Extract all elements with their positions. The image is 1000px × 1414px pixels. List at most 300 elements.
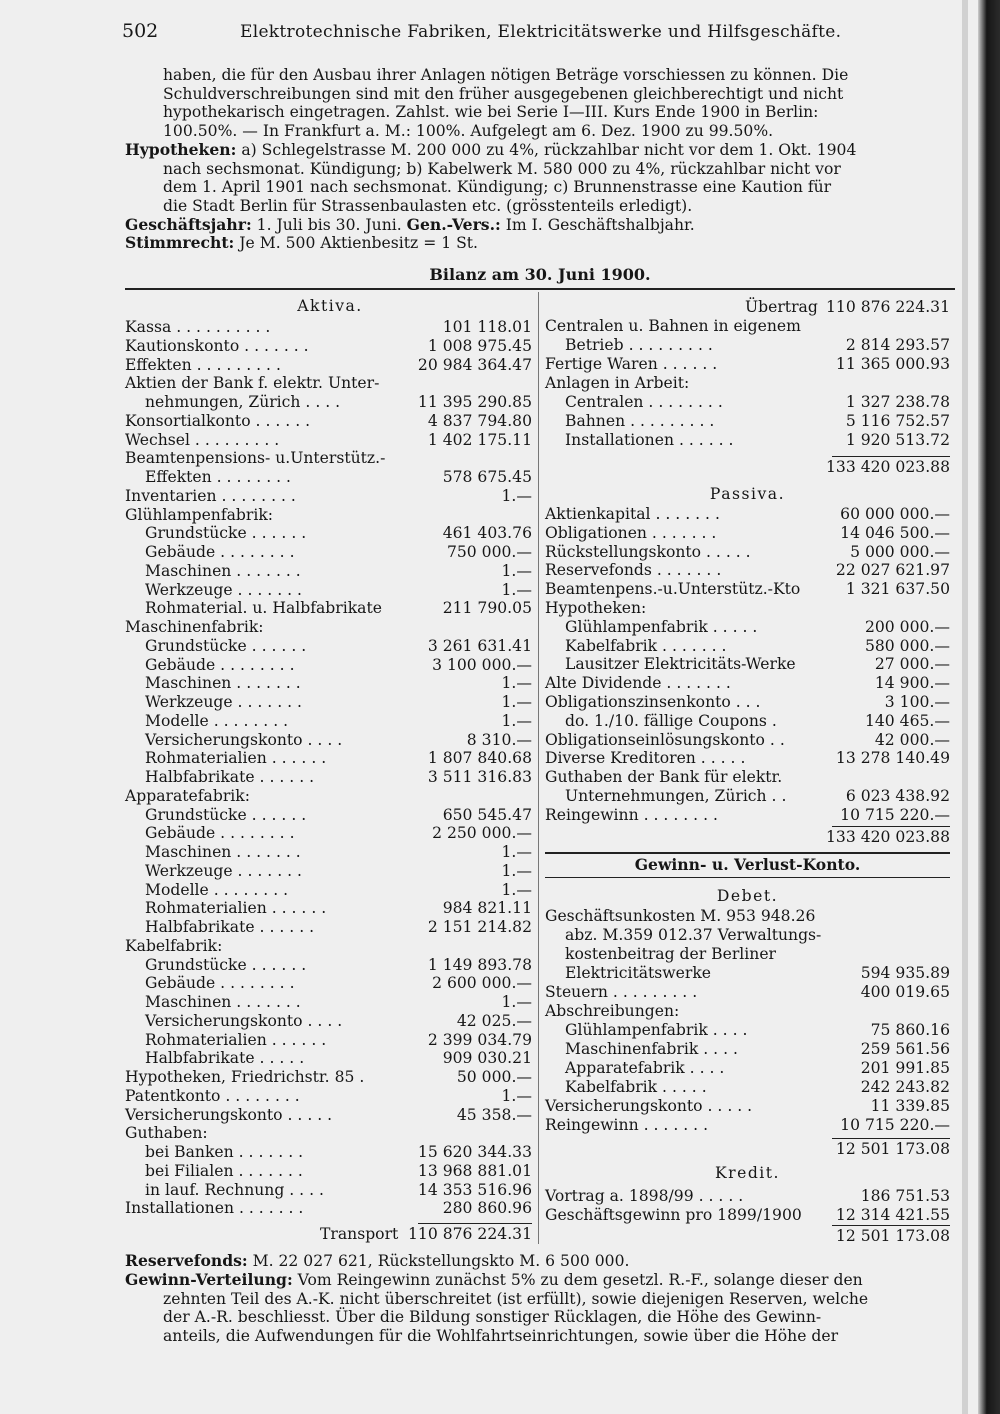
row-label: Grundstücke . . . . . . xyxy=(145,524,307,543)
reservefonds-line xyxy=(125,1252,955,1271)
row-label: Obligationen . . . . . . . xyxy=(545,523,717,542)
row-label: Beamtenpensions- u.Unterstütz.- xyxy=(125,449,386,468)
transport-row xyxy=(125,1225,532,1244)
stimmrecht-label: Stimmrecht: xyxy=(125,233,235,253)
table-row xyxy=(125,749,532,768)
row-label: Apparatefabrik: xyxy=(125,786,250,805)
row-value: 11 339.85 xyxy=(870,1097,950,1115)
verteilung-text: Vom Reingewinn zunächst 5% zu dem gesetzl. R.-F., solange dieser den xyxy=(292,1270,863,1289)
row-value: 5 000 000.— xyxy=(850,542,950,561)
reservefonds-label: Reservefonds: xyxy=(125,1251,248,1270)
table-row xyxy=(545,618,950,637)
verteilung-line xyxy=(125,1271,955,1290)
table-row xyxy=(545,1116,950,1135)
row-value: 1 402 175.11 xyxy=(427,430,532,449)
row-value: 1.— xyxy=(501,843,532,861)
table-row xyxy=(125,393,532,412)
row-label: Centralen u. Bahnen in eigenem xyxy=(545,317,801,335)
row-label: Fertige Waren . . . . . . xyxy=(545,355,718,373)
row-value: 4 837 794.80 xyxy=(427,411,532,430)
table-row xyxy=(545,655,950,674)
row-value: 11 365 000.93 xyxy=(835,355,950,373)
transport-label: Transport xyxy=(320,1225,399,1243)
intro-line: Schuldverschreibungen sind mit den früher ausgegebenen gleichberechtigt und nicht xyxy=(163,84,844,103)
table-row xyxy=(545,374,950,393)
hypotheken-label: Hypotheken: xyxy=(125,139,237,159)
table-row xyxy=(125,1031,532,1050)
row-value: 10 715 220.— xyxy=(840,1116,950,1134)
table-row xyxy=(125,356,532,375)
row-label: Elektricitätswerke xyxy=(565,964,712,982)
row-label: Patentkonto . . . . . . . . xyxy=(125,1086,300,1105)
row-label: Bahnen . . . . . . . . . xyxy=(565,412,715,430)
table-row xyxy=(545,787,950,806)
row-value: 14 900.— xyxy=(874,674,950,693)
bilanz-title: Bilanz am 30. Juni 1900. xyxy=(429,265,651,284)
row-label: Steuern . . . . . . . . . xyxy=(545,983,698,1001)
row-value: 1.— xyxy=(501,580,532,599)
row-value: 1 008 975.45 xyxy=(427,336,532,355)
row-label: Aktien der Bank f. elektr. Unter- xyxy=(125,374,380,393)
row-label: Halbfabrikate . . . . . xyxy=(145,1049,305,1068)
row-label: Versicherungskonto . . . . . xyxy=(545,1097,753,1115)
table-row xyxy=(125,412,532,431)
row-label: Gebäude . . . . . . . . xyxy=(145,824,295,843)
table-row xyxy=(545,1040,950,1059)
row-value: 1.— xyxy=(501,1086,532,1105)
row-label: Maschinenfabrik . . . . xyxy=(565,1040,738,1058)
row-value: 2 600 000.— xyxy=(432,974,532,993)
row-label: Reservefonds . . . . . . . xyxy=(545,561,722,580)
row-value: 201 991.85 xyxy=(860,1059,950,1077)
row-value: 10 715 220.— xyxy=(840,805,950,824)
table-row xyxy=(125,449,532,468)
table-row xyxy=(545,298,950,317)
row-label: Kassa . . . . . . . . . . xyxy=(125,318,271,336)
row-value: 101 118.01 xyxy=(442,318,532,336)
row-label: Effekten . . . . . . . . . xyxy=(125,355,281,374)
table-row xyxy=(125,1068,532,1087)
guv-rule xyxy=(545,852,950,854)
geschaeftsjahr-line xyxy=(125,216,955,235)
intro-paragraph xyxy=(125,66,955,253)
row-label: Inventarien . . . . . . . . xyxy=(125,486,296,505)
row-label: Wechsel . . . . . . . . . xyxy=(125,430,280,449)
running-title: Elektrotechnische Fabriken, Elektricitätswerke und Hilfsgeschäfte. xyxy=(240,22,842,42)
table-row xyxy=(125,899,532,918)
row-label: Beamtenpens.-u.Unterstütz.-Kto xyxy=(545,580,801,599)
row-label: Versicherungskonto . . . . xyxy=(145,730,343,749)
row-value: 1.— xyxy=(501,693,532,711)
row-value: 50 000.— xyxy=(456,1068,532,1086)
table-row xyxy=(545,1059,950,1078)
row-value: 1 327 238.78 xyxy=(845,393,950,411)
table-row xyxy=(125,806,532,825)
table-row xyxy=(545,336,950,355)
row-label: Kabelfabrik . . . . . . . xyxy=(565,636,727,655)
row-label: bei Filialen . . . . . . . xyxy=(145,1161,303,1180)
row-value: 1.— xyxy=(501,674,532,693)
row-value: 1 920 513.72 xyxy=(845,431,950,449)
row-value: 186 751.53 xyxy=(860,1187,950,1205)
table-row xyxy=(125,656,532,675)
row-label: Installationen . . . . . . xyxy=(565,431,734,449)
row-label: Übertrag xyxy=(745,298,818,316)
kredit-heading: Kredit. xyxy=(714,1164,781,1182)
table-row xyxy=(125,1181,532,1200)
row-label: Guthaben: xyxy=(125,1124,208,1143)
row-label: Centralen . . . . . . . . xyxy=(565,393,723,411)
table-row xyxy=(545,907,950,926)
row-label: Glühlampenfabrik: xyxy=(125,505,274,524)
table-row xyxy=(545,1187,950,1206)
debet-total-line xyxy=(832,1138,950,1139)
table-row xyxy=(125,881,532,900)
row-label: Kabelfabrik . . . . . xyxy=(565,1078,707,1096)
debet-total: 12 501 173.08 xyxy=(835,1140,950,1158)
row-label: Obligationszinsenkonto . . . xyxy=(545,693,761,711)
table-row xyxy=(545,505,950,524)
row-value: 280 860.96 xyxy=(442,1199,532,1218)
row-label: abz. M.359 012.37 Verwaltungs- xyxy=(565,926,822,944)
row-value: 6 023 438.92 xyxy=(845,787,950,805)
table-row xyxy=(125,693,532,712)
table-row xyxy=(545,543,950,562)
row-value: 1 149 893.78 xyxy=(427,955,532,974)
hypotheken-line: nach sechsmonat. Kündigung; b) Kabelwerk M. 580 000 zu 4%, rückzahlbar nicht vor xyxy=(163,159,841,178)
row-label: Installationen . . . . . . . xyxy=(125,1199,304,1218)
row-value: 5 116 752.57 xyxy=(845,412,950,430)
table-row xyxy=(545,599,950,618)
genvers-label: Gen.-Vers.: xyxy=(406,214,501,234)
debet-heading: Debet. xyxy=(716,887,779,905)
transport-value: 110 876 224.31 xyxy=(407,1225,532,1243)
aktiva-sum-line xyxy=(418,1223,532,1224)
table-row xyxy=(545,1206,950,1225)
row-label: Grundstücke . . . . . . xyxy=(145,955,307,974)
kredit-total-row xyxy=(545,1227,950,1246)
row-label: Kautionskonto . . . . . . . xyxy=(125,336,309,355)
row-label: Vortrag a. 1898/99 . . . . . xyxy=(545,1187,744,1205)
table-row xyxy=(545,580,950,599)
table-row xyxy=(125,937,532,956)
row-value: 984 821.11 xyxy=(442,899,532,918)
row-value: 1.— xyxy=(501,561,532,580)
row-label: Halbfabrikate . . . . . . xyxy=(145,768,315,786)
table-row xyxy=(125,637,532,656)
table-row xyxy=(125,431,532,450)
table-row xyxy=(125,581,532,600)
row-value: 140 465.— xyxy=(864,711,950,730)
row-label: Rohmaterialien . . . . . . xyxy=(145,749,327,768)
kredit-total-line xyxy=(832,1225,950,1226)
table-row xyxy=(545,393,950,412)
row-label: Werkzeuge . . . . . . . xyxy=(145,693,302,711)
table-row xyxy=(545,524,950,543)
row-label: Betrieb . . . . . . . . . xyxy=(565,336,713,354)
row-label: Glühlampenfabrik . . . . xyxy=(565,1021,748,1039)
row-label: Guthaben der Bank für elektr. xyxy=(545,768,783,787)
table-row xyxy=(545,431,950,450)
row-label: Aktienkapital . . . . . . . xyxy=(545,505,720,523)
row-label: Kabelfabrik: xyxy=(125,936,223,955)
row-label: Werkzeuge . . . . . . . xyxy=(145,580,302,599)
table-row xyxy=(545,693,950,712)
row-value: 909 030.21 xyxy=(442,1049,532,1068)
row-label: kostenbeitrag der Berliner xyxy=(565,945,776,963)
table-row xyxy=(545,749,950,768)
guv-title-rule xyxy=(545,877,950,878)
table-row xyxy=(125,731,532,750)
table-row xyxy=(545,1078,950,1097)
row-value: 11 395 290.85 xyxy=(417,393,532,411)
row-label: Versicherungskonto . . . . . xyxy=(125,1105,333,1124)
intro-line: hypothekarisch eingetragen. Zahlst. wie bei Serie I—III. Kurs Ende 1900 in Berlin: xyxy=(163,103,819,122)
table-row xyxy=(125,1087,532,1106)
row-label: Modelle . . . . . . . . xyxy=(145,880,289,899)
row-label: Grundstücke . . . . . . xyxy=(145,805,307,824)
table-row xyxy=(125,562,532,581)
table-row xyxy=(125,506,532,525)
row-value: 200 000.— xyxy=(864,617,950,636)
table-row xyxy=(125,1012,532,1031)
table-row xyxy=(545,355,950,374)
row-label: Modelle . . . . . . . . xyxy=(145,711,289,730)
row-label: Abschreibungen: xyxy=(545,1002,680,1020)
passiva-total: 133 420 023.88 xyxy=(825,828,950,846)
row-value: 60 000 000.— xyxy=(840,505,950,523)
table-row xyxy=(125,674,532,693)
row-value: 1.— xyxy=(501,711,532,730)
hypotheken-line: die Stadt Berlin für Strassenbaulasten etc. (grösstenteils erledigt). xyxy=(163,196,693,215)
row-value: 242 243.82 xyxy=(860,1078,950,1096)
page-shadow xyxy=(962,0,968,1414)
row-value: 3 100 000.— xyxy=(432,655,532,674)
row-value: 400 019.65 xyxy=(860,983,950,1001)
row-label: Rohmaterial. u. Halbfabrikate xyxy=(145,599,382,618)
row-value: 12 314 421.55 xyxy=(835,1206,950,1224)
table-row xyxy=(125,599,532,618)
row-label: Diverse Kreditoren . . . . . xyxy=(545,749,746,768)
page-number: 502 xyxy=(122,20,159,42)
row-value: 110 876 224.31 xyxy=(825,298,950,316)
footer-paragraphs xyxy=(125,1252,955,1346)
table-row xyxy=(545,412,950,431)
row-value: 13 968 881.01 xyxy=(417,1161,532,1180)
passiva-total-row xyxy=(545,828,950,847)
genvers-text: Im I. Geschäftshalbjahr. xyxy=(500,215,695,234)
kredit-total: 12 501 173.08 xyxy=(835,1227,950,1245)
table-row xyxy=(125,618,532,637)
row-value: 3 100.— xyxy=(884,693,950,711)
row-value: 22 027 621.97 xyxy=(835,561,950,580)
row-label: Unternehmungen, Zürich . . xyxy=(565,787,787,805)
table-row xyxy=(545,768,950,787)
row-label: Gebäude . . . . . . . . xyxy=(145,655,295,674)
table-row xyxy=(125,543,532,562)
row-value: 750 000.— xyxy=(446,543,532,561)
table-row xyxy=(545,1021,950,1040)
table-row xyxy=(545,317,950,336)
row-value: 2 250 000.— xyxy=(432,824,532,843)
row-value: 1 807 840.68 xyxy=(427,749,532,768)
row-label: nehmungen, Zürich . . . . xyxy=(145,393,341,411)
row-label: Maschinenfabrik: xyxy=(125,618,264,636)
row-value: 578 675.45 xyxy=(442,468,532,486)
row-value: 1.— xyxy=(501,880,532,899)
table-row xyxy=(545,712,950,731)
row-value: 1.— xyxy=(501,486,532,505)
column-separator xyxy=(538,292,539,1244)
row-label: Werkzeuge . . . . . . . xyxy=(145,861,302,880)
table-row xyxy=(125,487,532,506)
debet-total-row xyxy=(545,1140,950,1159)
table-row xyxy=(125,918,532,937)
row-label: Maschinen . . . . . . . xyxy=(145,674,301,693)
table-row xyxy=(125,1143,532,1162)
row-value: 2 399 034.79 xyxy=(427,1030,532,1049)
row-label: Versicherungskonto . . . . xyxy=(145,1011,343,1030)
table-row xyxy=(545,674,950,693)
row-value: 42 025.— xyxy=(456,1011,532,1030)
table-row xyxy=(125,712,532,731)
table-row xyxy=(125,1162,532,1181)
table-row xyxy=(125,787,532,806)
row-value: 42 000.— xyxy=(874,730,950,749)
hypotheken-paragraph xyxy=(125,141,955,160)
book-binding-edge xyxy=(978,0,1000,1414)
table-row xyxy=(545,561,950,580)
aktiva-total-row xyxy=(545,458,950,477)
stimmrecht-text: Je M. 500 Aktienbesitz = 1 St. xyxy=(234,234,479,253)
row-value: 461 403.76 xyxy=(442,524,532,543)
row-value: 3 261 631.41 xyxy=(427,636,532,655)
row-label: Geschäftsunkosten M. 953 948.26 xyxy=(545,907,816,925)
row-label: Lausitzer Elektricitäts-Werke xyxy=(565,655,796,674)
intro-line: 100.50%. — In Frankfurt a. M.: 100%. Aufgelegt am 6. Dez. 1900 zu 99.50%. xyxy=(163,122,774,141)
guv-title: Gewinn- u. Verlust-Konto. xyxy=(634,855,861,874)
row-label: Halbfabrikate . . . . . . xyxy=(145,918,315,936)
table-row xyxy=(125,468,532,487)
verteilung-label: Gewinn-Verteilung: xyxy=(125,1269,293,1289)
table-row xyxy=(125,1199,532,1218)
geschaeftsjahr-label: Geschäftsjahr: xyxy=(125,214,252,234)
row-label: Alte Dividende . . . . . . . xyxy=(545,674,731,693)
table-row xyxy=(125,374,532,393)
aktiva-heading: Aktiva. xyxy=(297,297,363,315)
table-row xyxy=(545,983,950,1002)
row-label: in lauf. Rechnung . . . . xyxy=(145,1180,324,1199)
table-row xyxy=(125,956,532,975)
row-label: Reingewinn . . . . . . . xyxy=(545,1116,709,1134)
row-label: Konsortialkonto . . . . . . xyxy=(125,411,311,430)
table-row xyxy=(125,862,532,881)
table-row xyxy=(125,1106,532,1125)
row-label: bei Banken . . . . . . . xyxy=(145,1143,304,1161)
table-row xyxy=(545,1002,950,1021)
table-row xyxy=(125,1124,532,1143)
row-label: Obligationseinlösungskonto . . xyxy=(545,730,785,749)
table-row xyxy=(125,974,532,993)
table-row xyxy=(125,337,532,356)
row-value: 594 935.89 xyxy=(860,964,950,982)
row-label: Maschinen . . . . . . . xyxy=(145,843,301,861)
row-label: Apparatefabrik . . . . xyxy=(565,1059,725,1077)
row-value: 13 278 140.49 xyxy=(835,749,950,768)
row-label: Hypotheken, Friedrichstr. 85 . xyxy=(125,1068,365,1086)
row-label: do. 1./10. fällige Coupons . xyxy=(565,711,777,730)
aktiva-total-line xyxy=(832,456,950,457)
table-row xyxy=(545,731,950,750)
row-label: Reingewinn . . . . . . . . xyxy=(545,805,718,824)
intro-line: haben, die für den Ausbau ihrer Anlagen nötigen Beträge vorschiessen zu können. Die xyxy=(163,66,849,84)
row-value: 14 353 516.96 xyxy=(417,1180,532,1199)
table-row xyxy=(125,843,532,862)
table-row xyxy=(125,993,532,1012)
row-label: Anlagen in Arbeit: xyxy=(545,374,690,392)
table-row xyxy=(125,318,532,337)
row-value: 1.— xyxy=(501,993,532,1011)
row-value: 2 151 214.82 xyxy=(427,918,532,936)
table-row xyxy=(125,524,532,543)
table-row xyxy=(125,1049,532,1068)
row-label: Rückstellungskonto . . . . . xyxy=(545,542,751,561)
row-value: 1.— xyxy=(501,861,532,880)
reservefonds-text: M. 22 027 621, Rückstellungskto M. 6 500 000. xyxy=(247,1252,630,1270)
table-row xyxy=(545,1097,950,1116)
verteilung-line: der A.-R. beschliesst. Über die Bildung sonstiger Rücklagen, die Höhe des Gewinn- xyxy=(163,1308,822,1327)
row-value: 3 511 316.83 xyxy=(427,768,532,786)
geschaeftsjahr-text: 1. Juli bis 30. Juni. xyxy=(251,215,407,234)
row-value: 27 000.— xyxy=(874,655,950,674)
row-value: 211 790.05 xyxy=(442,599,532,618)
bilanz-rule xyxy=(125,288,955,290)
passiva-total-line xyxy=(832,826,950,827)
row-value: 14 046 500.— xyxy=(840,523,950,542)
hypotheken-line: a) Schlegelstrasse M. 200 000 zu 4%, rückzahlbar nicht vor dem 1. Okt. 1904 xyxy=(236,140,857,159)
stimmrecht-line xyxy=(125,234,955,253)
row-label: Maschinen . . . . . . . xyxy=(145,993,301,1011)
row-value: 259 561.56 xyxy=(860,1040,950,1058)
running-header xyxy=(122,20,952,46)
row-label: Glühlampenfabrik . . . . . xyxy=(565,617,758,636)
aktiva-total: 133 420 023.88 xyxy=(825,458,950,476)
verteilung-line: zehnten Teil des A.-K. nicht überschreitet (ist erfüllt), sowie diejenigen Reserven, welche xyxy=(163,1289,869,1308)
row-value: 15 620 344.33 xyxy=(417,1143,532,1161)
row-label: Gebäude . . . . . . . . xyxy=(145,543,295,561)
table-row xyxy=(125,768,532,787)
table-row xyxy=(125,824,532,843)
row-label: Rohmaterialien . . . . . . xyxy=(145,899,327,918)
row-value: 650 545.47 xyxy=(442,805,532,824)
table-row xyxy=(545,806,950,825)
verteilung-line: anteils, die Aufwendungen für die Wohlfahrtseinrichtungen, sowie über die Höhe der xyxy=(163,1327,839,1346)
row-value: 1 321 637.50 xyxy=(845,580,950,599)
table-row xyxy=(545,945,950,964)
row-label: Rohmaterialien . . . . . . xyxy=(145,1030,327,1049)
table-row xyxy=(545,926,950,945)
row-value: 20 984 364.47 xyxy=(417,355,532,374)
row-value: 75 860.16 xyxy=(870,1021,950,1039)
row-label: Grundstücke . . . . . . xyxy=(145,636,307,655)
row-value: 8 310.— xyxy=(466,730,532,749)
row-value: 2 814 293.57 xyxy=(845,336,950,354)
row-value: 45 358.— xyxy=(456,1105,532,1124)
hypotheken-line: dem 1. April 1901 nach sechsmonat. Kündigung; c) Brunnenstrasse eine Kaution für xyxy=(163,178,832,197)
row-label: Geschäftsgewinn pro 1899/1900 xyxy=(545,1206,802,1224)
passiva-heading: Passiva. xyxy=(709,485,786,503)
row-label: Hypotheken: xyxy=(545,599,647,617)
